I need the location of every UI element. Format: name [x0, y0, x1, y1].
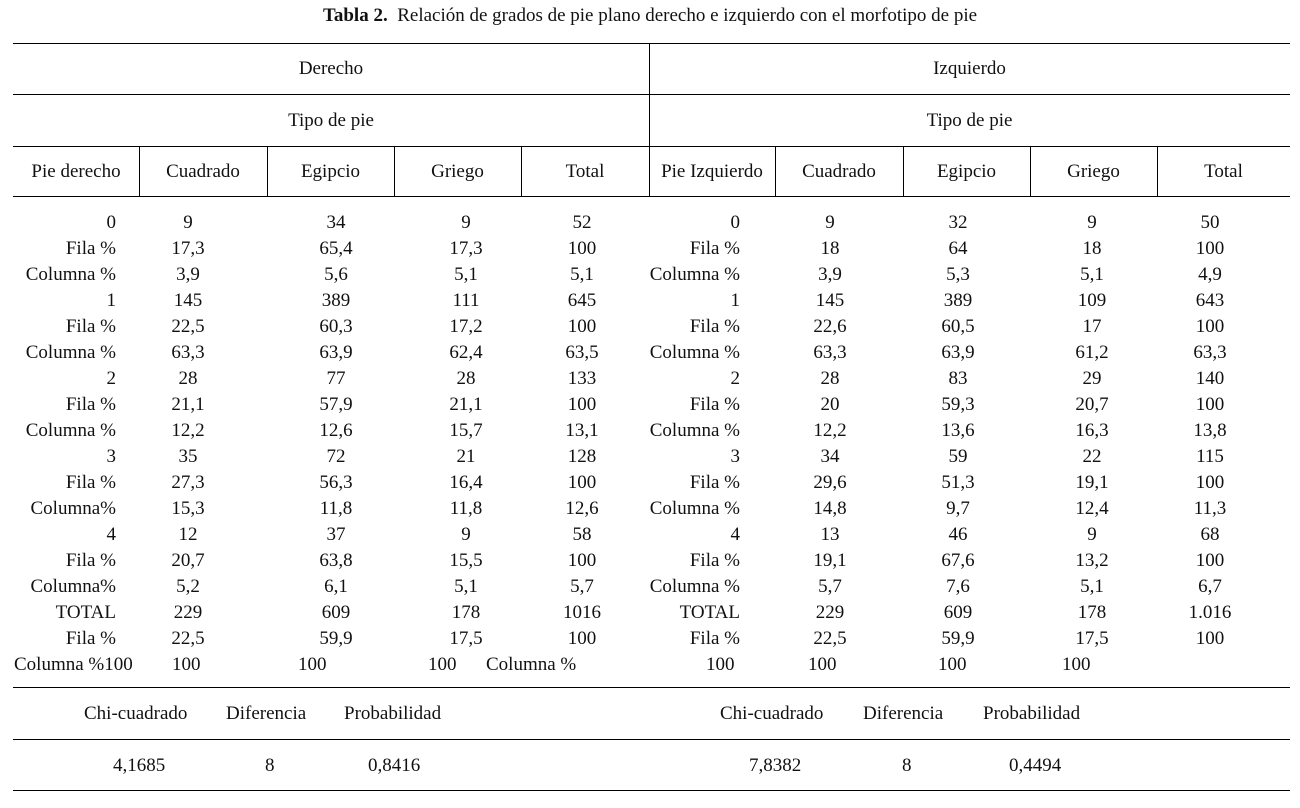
row-label: 1 [730, 290, 740, 311]
table-cell: 6,1 [324, 576, 348, 597]
table-cell: 9 [461, 212, 471, 233]
table-cell: 100 [1195, 628, 1225, 649]
table-cell: 5,1 [1080, 264, 1104, 285]
row-label: Fila % [65, 472, 116, 493]
table-cell: 12,6 [565, 498, 599, 519]
table-cell: 17,5 [449, 628, 483, 649]
row-label: Columna % [25, 420, 116, 441]
table-cell: 100 [938, 654, 967, 675]
column-header: Griego [1067, 161, 1120, 182]
table-cell: 115 [1196, 446, 1224, 467]
table-cell: 7,6 [946, 576, 970, 597]
column-header: Total [565, 161, 605, 182]
table-cell: 29,6 [813, 472, 847, 493]
table-cell: 83 [948, 368, 968, 389]
table-cell: 133 [567, 368, 597, 389]
table-cell: 17,3 [171, 238, 205, 259]
row-label: Fila % [689, 238, 740, 259]
table-cell: 12,6 [319, 420, 353, 441]
row-label: Columna% [30, 498, 116, 519]
table-cell: 17,5 [1075, 628, 1109, 649]
table-cell: 12,2 [171, 420, 205, 441]
row-label: 4 [106, 524, 116, 545]
table-cell: 6,7 [1198, 576, 1222, 597]
table-cell: 63,5 [565, 342, 599, 363]
table-cell: 389 [943, 290, 973, 311]
table-cell: 72 [326, 446, 346, 467]
row-label: Columna % [649, 420, 740, 441]
table-cell: 645 [567, 290, 597, 311]
table-cell: 58 [572, 524, 592, 545]
table-cell: 63,3 [1193, 342, 1227, 363]
stat-value: 8 [265, 755, 275, 776]
table-cell: 11,3 [1193, 498, 1227, 519]
table-cell: 22,5 [171, 316, 205, 337]
table-cell: 1.016 [1188, 602, 1232, 623]
table-cell: 178 [451, 602, 481, 623]
column-header: Pie derecho [31, 161, 121, 182]
table-cell: 100 [1195, 472, 1225, 493]
table-cell: 100 [808, 654, 837, 675]
stat-label: Chi-cuadrado [84, 703, 188, 724]
rule-group [13, 94, 1290, 95]
table-cell: 15,7 [449, 420, 483, 441]
table-cell: 100 [567, 238, 597, 259]
table-cell: 61,2 [1075, 342, 1109, 363]
table-cell: 18 [1082, 238, 1102, 259]
row-label: Fila % [689, 472, 740, 493]
table-cell: 63,9 [319, 342, 353, 363]
row-label: 2 [730, 368, 740, 389]
table-cell: 28 [456, 368, 476, 389]
table-cell: 37 [326, 524, 346, 545]
table-cell: 63,3 [171, 342, 205, 363]
table-cell: 67,6 [941, 550, 975, 571]
table-cell: 15,5 [449, 550, 483, 571]
table-cell: 13,8 [1193, 420, 1227, 441]
table-cell: 20,7 [1075, 394, 1109, 415]
table-cell: 34 [820, 446, 840, 467]
column-header: Cuadrado [166, 161, 240, 182]
table-cell: 20,7 [171, 550, 205, 571]
table-cell: 111 [452, 290, 480, 311]
row-label: Columna % [649, 342, 740, 363]
table-cell: 100 [1195, 316, 1225, 337]
table-cell: 100 [1195, 394, 1225, 415]
table-cell: 64 [948, 238, 968, 259]
column-header: Griego [431, 161, 484, 182]
table-cell: 32 [948, 212, 968, 233]
row-label: Fila % [65, 394, 116, 415]
table-cell: 22,5 [171, 628, 205, 649]
table-cell: 100 [567, 472, 597, 493]
table-cell: 5,7 [570, 576, 594, 597]
table-cell: 18 [820, 238, 840, 259]
table-cell: 9 [461, 524, 471, 545]
table-cell: 59 [948, 446, 968, 467]
table-cell: 13,6 [941, 420, 975, 441]
table-cell: 609 [321, 602, 351, 623]
row-label: Fila % [65, 550, 116, 571]
table-cell: 3,9 [818, 264, 842, 285]
table-cell: 5,1 [454, 576, 478, 597]
table-cell: 50 [1200, 212, 1220, 233]
table-cell: 59,3 [941, 394, 975, 415]
row-label: Columna %100 [14, 654, 133, 675]
table-cell: 12,2 [813, 420, 847, 441]
table-cell: 609 [943, 602, 973, 623]
rule-stats [13, 739, 1290, 740]
table-cell: 100 [567, 628, 597, 649]
table-cell: 17,3 [449, 238, 483, 259]
table-cell: 100 [428, 654, 457, 675]
row-label: Fila % [689, 550, 740, 571]
table-cell: 14,8 [813, 498, 847, 519]
table-cell: 60,5 [941, 316, 975, 337]
subheader-right: Tipo de pie [288, 110, 374, 131]
table-cell: 13,2 [1075, 550, 1109, 571]
table-cell: 9 [1087, 212, 1097, 233]
table-cell: 5,3 [946, 264, 970, 285]
table-cell: 100 [567, 394, 597, 415]
row-label: Fila % [689, 394, 740, 415]
table-cell: 77 [326, 368, 346, 389]
stat-value: 0,8416 [368, 755, 421, 776]
table-cell: 17,2 [449, 316, 483, 337]
table-cell: 9,7 [946, 498, 970, 519]
row-label: TOTAL [679, 602, 740, 623]
row-label: 1 [106, 290, 116, 311]
table-cell: 100 [567, 550, 597, 571]
row-label: Fila % [689, 628, 740, 649]
table-cell: 63,8 [319, 550, 353, 571]
table-cell: 5,1 [570, 264, 594, 285]
table-cell: 56,3 [319, 472, 353, 493]
row-label: 0 [106, 212, 116, 233]
table-cell: 11,8 [319, 498, 353, 519]
table-cell: 22,6 [813, 316, 847, 337]
table-cell: 128 [567, 446, 597, 467]
table-cell: 4,9 [1198, 264, 1222, 285]
table-cell: 5,1 [454, 264, 478, 285]
table-cell: 3,9 [176, 264, 200, 285]
table-caption [0, 5, 1300, 27]
row-label: Columna % [649, 498, 740, 519]
table-cell: 21,1 [449, 394, 483, 415]
row-label: Columna% [30, 576, 116, 597]
table-cell: 229 [173, 602, 203, 623]
table-cell: 100 [298, 654, 327, 675]
row-label: Fila % [65, 316, 116, 337]
row-label: Columna % [649, 576, 740, 597]
table-cell: 60,3 [319, 316, 353, 337]
table-cell: 100 [1195, 550, 1225, 571]
subheader-left: Tipo de pie [926, 110, 1013, 131]
table-cell: 140 [1195, 368, 1225, 389]
stat-value: 0,4494 [1009, 755, 1062, 776]
row-label: TOTAL [55, 602, 116, 623]
table-cell: 12,4 [1075, 498, 1109, 519]
row-label: 3 [106, 446, 116, 467]
table-cell: 65,4 [319, 238, 353, 259]
table-cell: 35 [178, 446, 198, 467]
table-cell: 5,1 [1080, 576, 1104, 597]
table-cell: 100 [1195, 238, 1225, 259]
caption-label: Tabla 2. [322, 5, 388, 26]
row-label: Fila % [689, 316, 740, 337]
table-cell: 9 [825, 212, 835, 233]
stat-label: Diferencia [863, 703, 944, 724]
table-cell: 57,9 [319, 394, 353, 415]
table-cell: 229 [815, 602, 845, 623]
row-label: 4 [730, 524, 740, 545]
table-cell: 5,2 [176, 576, 200, 597]
table-cell: 5,7 [818, 576, 842, 597]
row-label: Columna % [649, 264, 740, 285]
caption-text: Relación de grados de pie plano derecho e izquierdo con el morfotipo de pie [397, 5, 978, 26]
table-cell: 643 [1195, 290, 1225, 311]
row-label: Fila % [65, 628, 116, 649]
table-cell: 19,1 [813, 550, 847, 571]
table-cell: 21 [456, 446, 476, 467]
row-label: Columna % [25, 342, 116, 363]
table-cell: 389 [321, 290, 351, 311]
stat-value: 4,1685 [113, 755, 166, 776]
table-cell: 11,8 [449, 498, 483, 519]
table-cell: 178 [1077, 602, 1107, 623]
stat-label: Probabilidad [983, 703, 1081, 724]
row-label: 3 [730, 446, 740, 467]
column-header: Egipcio [936, 161, 997, 182]
table-cell: 68 [1200, 524, 1220, 545]
stat-value: 7,8382 [749, 755, 802, 776]
group-header-right: Derecho [298, 58, 364, 79]
table-cell: 63,3 [813, 342, 847, 363]
table-cell: Columna % [486, 654, 577, 675]
table-cell: 29 [1082, 368, 1102, 389]
row-label: Fila % [65, 238, 116, 259]
table-cell: 100 [567, 316, 597, 337]
row-label: Columna % [25, 264, 116, 285]
table-cell: 109 [1077, 290, 1107, 311]
table-cell: 5,6 [324, 264, 348, 285]
table-cell: 9 [183, 212, 193, 233]
row-label: 100 [706, 654, 735, 675]
table-cell: 28 [820, 368, 840, 389]
table-cell: 100 [1062, 654, 1091, 675]
table-cell: 59,9 [319, 628, 353, 649]
table-cell: 1016 [563, 602, 601, 623]
table-cell: 15,3 [171, 498, 205, 519]
column-header: Cuadrado [802, 161, 876, 182]
stat-label: Diferencia [226, 703, 307, 724]
table-cell: 145 [815, 290, 845, 311]
table-cell: 22 [1082, 446, 1102, 467]
table-cell: 59,9 [941, 628, 975, 649]
table-cell: 34 [326, 212, 346, 233]
table-cell: 21,1 [171, 394, 205, 415]
table-cell: 51,3 [941, 472, 975, 493]
row-label: 2 [106, 368, 116, 389]
stat-value: 8 [902, 755, 912, 776]
column-header: Egipcio [300, 161, 361, 182]
table-cell: 16,3 [1075, 420, 1109, 441]
table-cell: 62,4 [449, 342, 483, 363]
table-cell: 13 [820, 524, 840, 545]
table-cell: 46 [948, 524, 968, 545]
table-cell: 52 [572, 212, 592, 233]
table-cell: 22,5 [813, 628, 847, 649]
row-label: 0 [730, 212, 740, 233]
table-cell: 9 [1087, 524, 1097, 545]
table-cell: 20 [820, 394, 840, 415]
rule-body-end [13, 687, 1290, 688]
rule-top [13, 43, 1290, 44]
table-cell: 19,1 [1075, 472, 1109, 493]
table-cell: 12 [178, 524, 198, 545]
group-header-left: Izquierdo [933, 58, 1006, 79]
table-cell: 145 [173, 290, 203, 311]
stat-label: Chi-cuadrado [720, 703, 824, 724]
table-cell: 28 [178, 368, 198, 389]
rule-bottom [13, 790, 1290, 791]
rule-columns [13, 196, 1290, 197]
table-cell: 63,9 [941, 342, 975, 363]
table-cell: 27,3 [171, 472, 205, 493]
table-cell: 16,4 [449, 472, 483, 493]
table-cell: 100 [172, 654, 201, 675]
table-cell: 17 [1082, 316, 1102, 337]
rule-subheader [13, 146, 1290, 147]
stat-label: Probabilidad [344, 703, 442, 724]
table-cell: 13,1 [565, 420, 599, 441]
column-header: Total [1204, 161, 1243, 182]
column-header: Pie Izquierdo [661, 161, 763, 182]
